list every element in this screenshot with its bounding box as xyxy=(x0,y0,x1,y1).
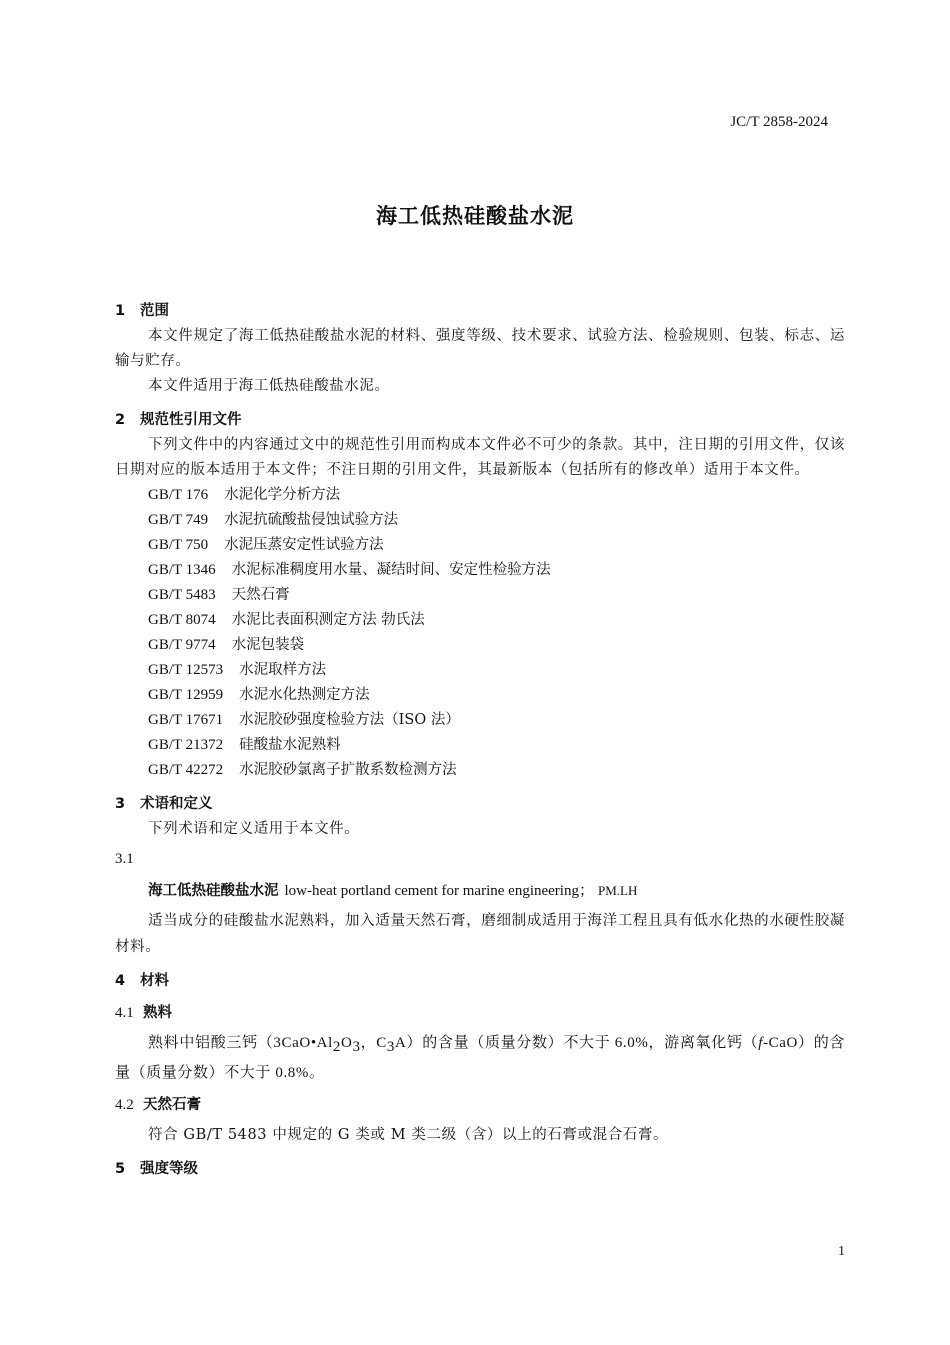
term-chinese: 海工低热硅酸盐水泥 xyxy=(148,883,279,899)
reference-item xyxy=(115,633,845,658)
section-title: 规范性引用文件 xyxy=(140,412,242,428)
scope-paragraph-2: 本文件适用于海工低热硅酸盐水泥。 xyxy=(148,378,390,394)
reference-code: GB/T 5483 xyxy=(148,587,216,603)
reference-code: GB/T 21372 xyxy=(148,737,224,753)
reference-item xyxy=(115,733,845,758)
subsection-number: 4.2 xyxy=(115,1096,134,1113)
reference-code: GB/T 12959 xyxy=(148,687,224,703)
reference-title: 水泥比表面积测定方法 勃氏法 xyxy=(231,612,425,628)
reference-title: 水泥包装袋 xyxy=(231,637,305,653)
reference-item xyxy=(115,508,845,533)
subsection-4-2-heading xyxy=(115,1092,845,1118)
reference-code: GB/T 17671 xyxy=(148,712,224,728)
reference-code: GB/T 750 xyxy=(148,537,209,553)
section-title: 术语和定义 xyxy=(140,796,213,812)
clinker-requirement: 熟料中铝酸三钙（$3CaO•Al_2O_3$，$C_3A$）的含量（质量分数）不大于 6.0%，游离氧化钙（f-CaO）的含量（质量分数）不大于 0.8%。 xyxy=(115,1035,845,1081)
document-title: 海工低热硅酸盐水泥 xyxy=(376,204,574,228)
section-number: 3 xyxy=(115,796,126,812)
reference-item xyxy=(115,708,845,733)
reference-item xyxy=(115,658,845,683)
standard-code: JC/T 2858-2024 xyxy=(730,114,828,130)
section-number: 1 xyxy=(115,303,126,319)
section-4-heading xyxy=(115,968,845,994)
gypsum-requirement: 符合 GB/T 5483 中规定的 G 类或 M 类二级（含）以上的石膏或混合石膏。 xyxy=(148,1126,669,1143)
section-1-heading xyxy=(115,298,845,324)
reference-code: GB/T 749 xyxy=(148,512,209,528)
reference-title: 水泥压蒸安定性试验方法 xyxy=(224,537,384,553)
reference-title: 水泥化学分析方法 xyxy=(224,487,341,503)
reference-title: 水泥胶砂强度检验方法（ISO 法） xyxy=(239,712,460,728)
subsection-title: 天然石膏 xyxy=(143,1096,201,1113)
section-3-heading xyxy=(115,791,845,817)
reference-list xyxy=(115,483,845,783)
section-title: 范围 xyxy=(140,303,169,319)
reference-item xyxy=(115,608,845,633)
term-definition: 适当成分的硅酸盐水泥熟料，加入适量天然石膏，磨细制成适用于海洋工程且具有低水化热的水硬性胶凝材料。 xyxy=(115,913,845,955)
section-title: 材料 xyxy=(140,973,169,989)
section-2-heading xyxy=(115,407,845,433)
section-number: 5 xyxy=(115,1160,126,1177)
reference-item xyxy=(115,758,845,783)
reference-title: 水泥标准稠度用水量、凝结时间、安定性检验方法 xyxy=(231,562,551,578)
reference-item xyxy=(115,558,845,583)
reference-code: GB/T 9774 xyxy=(148,637,216,653)
references-intro: 下列文件中的内容通过文中的规范性引用而构成本文件必不可少的条款。其中，注日期的引用文件，仅该日期对应的版本适用于本文件；不注日期的引用文件，其最新版本（包括所有的修改单）适用于本文件。 xyxy=(115,437,845,478)
subsection-4-1-heading xyxy=(115,1000,845,1026)
reference-title: 天然石膏 xyxy=(231,587,290,603)
subsection-number: 4.1 xyxy=(115,1005,134,1021)
section-title: 强度等级 xyxy=(140,1160,198,1177)
subsection-title: 熟料 xyxy=(143,1005,172,1021)
reference-code: GB/T 176 xyxy=(148,487,209,503)
reference-title: 硅酸盐水泥熟料 xyxy=(239,737,341,753)
term-number: 3.1 xyxy=(115,851,134,867)
reference-code: GB/T 8074 xyxy=(148,612,216,628)
reference-title: 水泥抗硫酸盐侵蚀试验方法 xyxy=(224,512,399,528)
section-number: 2 xyxy=(115,412,126,428)
reference-item xyxy=(115,683,845,708)
reference-code: GB/T 12573 xyxy=(148,662,224,678)
reference-code: GB/T 1346 xyxy=(148,562,216,578)
scope-paragraph-1: 本文件规定了海工低热硅酸盐水泥的材料、强度等级、技术要求、试验方法、检验规则、包装、标志、运输与贮存。 xyxy=(115,328,845,369)
reference-title: 水泥水化热测定方法 xyxy=(239,687,370,703)
section-5-heading xyxy=(115,1156,845,1182)
reference-title: 水泥胶砂氯离子扩散系数检测方法 xyxy=(239,762,457,778)
document-body xyxy=(115,290,845,1182)
terms-intro: 下列术语和定义适用于本文件。 xyxy=(148,821,360,837)
term-abbreviation: PM.LH xyxy=(597,883,638,898)
page-number: 1 xyxy=(838,1244,845,1259)
section-number: 4 xyxy=(115,973,126,989)
reference-item xyxy=(115,533,845,558)
reference-item xyxy=(115,583,845,608)
reference-code: GB/T 42272 xyxy=(148,762,224,778)
reference-title: 水泥取样方法 xyxy=(239,662,327,678)
term-english: low-heat portland cement for marine engineering； xyxy=(284,883,594,899)
reference-item xyxy=(115,483,845,508)
term-entry xyxy=(115,878,845,904)
